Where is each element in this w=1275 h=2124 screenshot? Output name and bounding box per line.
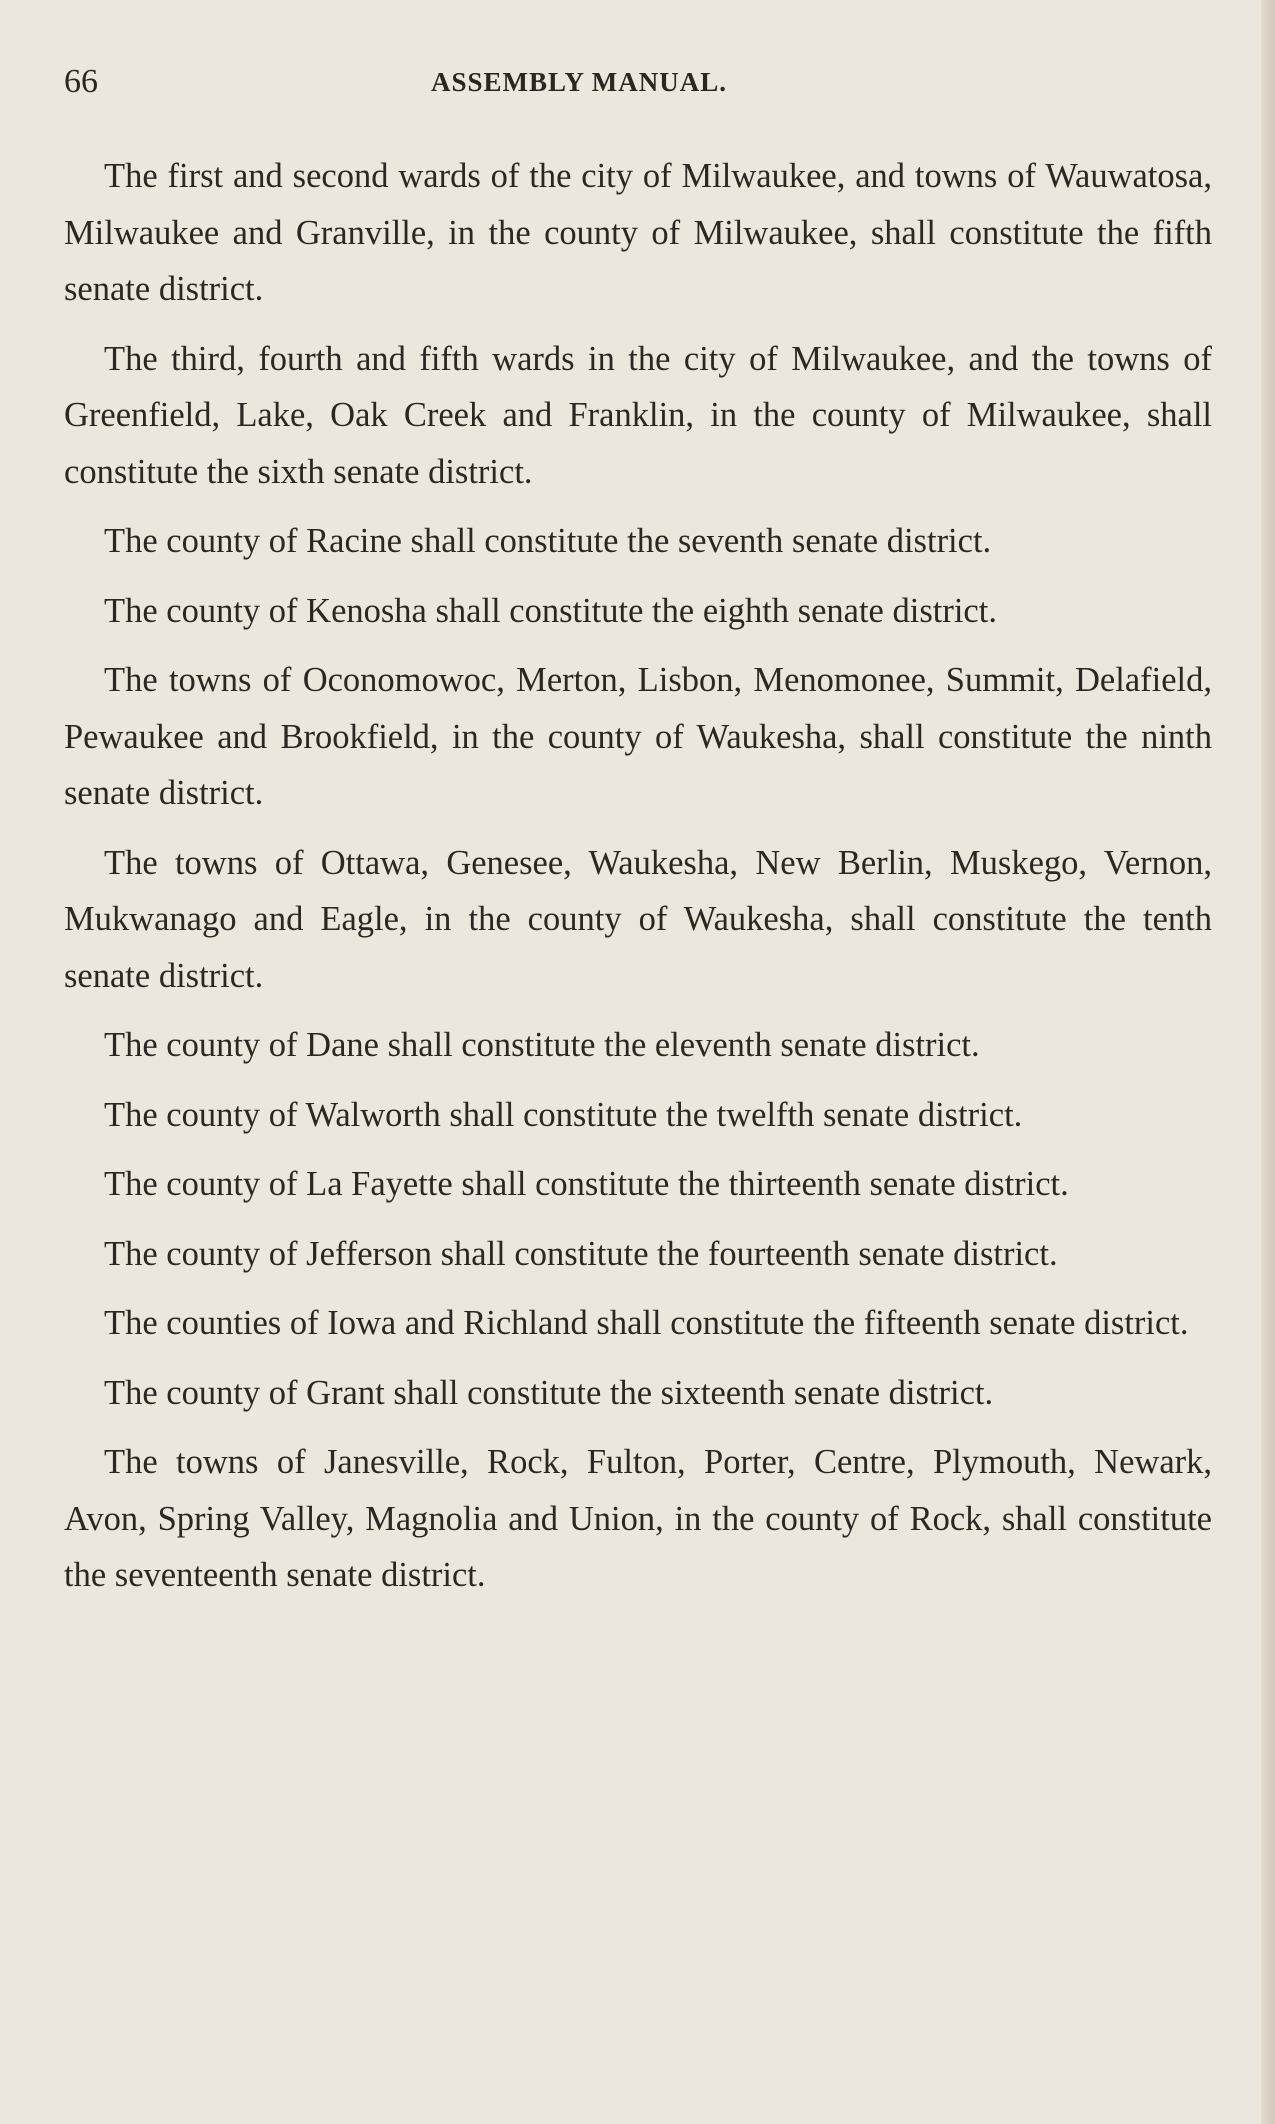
running-head: ASSEMBLY MANUAL.	[430, 67, 728, 97]
page-number: 66	[64, 63, 98, 100]
paragraph-seventeenth-district: The towns of Janesville, Rock, Fulton, Porter, Centre, Plymouth, Newark, Avon, Spring Valley, Magnolia and Union, in the county of Rock, shall constitute the seventeenth senate district.	[64, 1443, 1212, 1594]
paragraph-fourteenth-district: The county of Jefferson shall constitute the fourteenth senate district.	[104, 1234, 1058, 1273]
paragraph-eighth-district: The county of Kenosha shall constitute the eighth senate district.	[104, 591, 997, 630]
paragraph-tenth-district: The towns of Ottawa, Genesee, Waukesha, New Berlin, Muskego, Vernon, Mukwanago and Eagle, in the county of Waukesha, shall constitute the tenth senate district.	[64, 843, 1212, 995]
paragraph-thirteenth-district: The county of La Fayette shall constitute the thirteenth senate district.	[104, 1165, 1069, 1203]
paragraph-eleventh-district: The county of Dane shall constitute the eleventh senate district.	[104, 1026, 980, 1064]
page-edge	[1261, 0, 1275, 2124]
paragraph-seventh-district: The county of Racine shall constitute the seventh senate district.	[104, 522, 992, 560]
paragraph-fifth-district: The first and second wards of the city of Milwaukee, and towns of Wauwatosa, Milwaukee and Granville, in the county of Milwaukee, shall constitute the fifth senate district.	[64, 157, 1212, 308]
paragraph-ninth-district: The towns of Oconomowoc, Merton, Lisbon, Menomonee, Summit, Delafield, Pewaukee and Brookfield, in the county of Waukesha, shall constitute the ninth senate district.	[64, 661, 1212, 812]
paragraph-sixteenth-district: The county of Grant shall constitute the sixteenth senate district.	[104, 1373, 994, 1412]
paragraph-sixth-district: The third, fourth and fifth wards in the city of Milwaukee, and the towns of Greenfield, Lake, Oak Creek and Franklin, in the county of Milwaukee, shall constitute the sixth senate district.	[64, 339, 1212, 491]
paragraph-twelfth-district: The county of Walworth shall constitute the twelfth senate district.	[104, 1095, 1023, 1134]
page-header	[64, 58, 1204, 108]
body-text	[64, 148, 1212, 1617]
paragraph-fifteenth-district: The counties of Iowa and Richland shall constitute the fifteenth senate district.	[104, 1304, 1189, 1342]
